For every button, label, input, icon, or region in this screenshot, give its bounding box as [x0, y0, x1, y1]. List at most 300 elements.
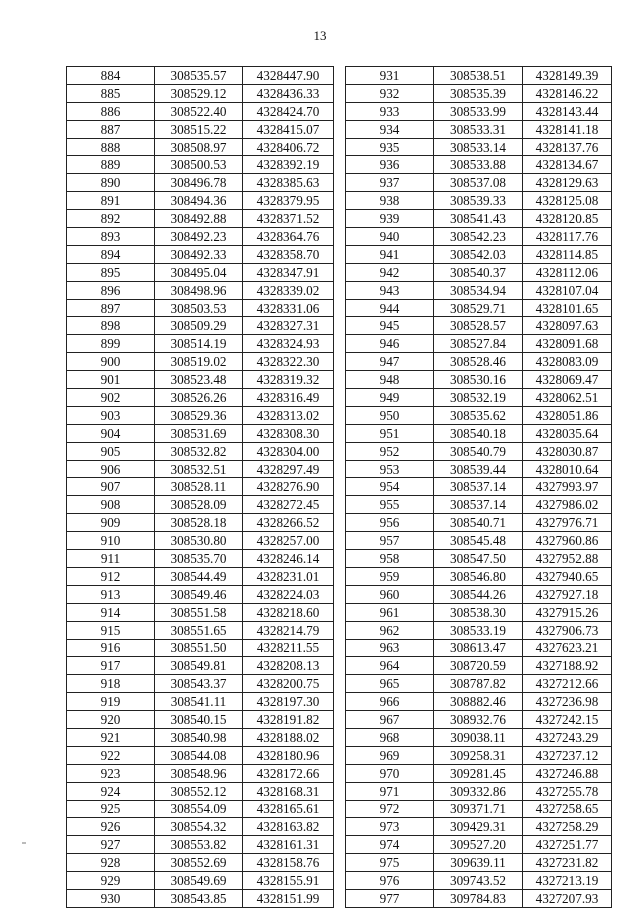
right-point-number-cell: 976 — [346, 872, 434, 890]
left-x-coordinate-cell: 308549.46 — [155, 585, 243, 603]
table-row — [67, 496, 612, 514]
left-x-coordinate-cell: 308515.22 — [155, 120, 243, 138]
column-gap — [334, 281, 346, 299]
left-y-coordinate-cell: 4328313.02 — [243, 406, 334, 424]
right-y-coordinate-cell: 4328112.06 — [523, 263, 612, 281]
right-point-number-cell: 967 — [346, 711, 434, 729]
right-y-coordinate-cell: 4327251.77 — [523, 836, 612, 854]
column-gap — [334, 854, 346, 872]
left-x-coordinate-cell: 308526.26 — [155, 389, 243, 407]
left-point-number-cell: 884 — [67, 67, 155, 85]
right-point-number-cell: 947 — [346, 353, 434, 371]
right-y-coordinate-cell: 4327258.65 — [523, 800, 612, 818]
left-x-coordinate-cell: 308553.82 — [155, 836, 243, 854]
left-point-number-cell: 901 — [67, 371, 155, 389]
table-row — [67, 872, 612, 890]
right-x-coordinate-cell: 308539.44 — [434, 460, 523, 478]
left-y-coordinate-cell: 4328358.70 — [243, 245, 334, 263]
left-y-coordinate-cell: 4328168.31 — [243, 782, 334, 800]
left-x-coordinate-cell: 308529.12 — [155, 84, 243, 102]
table-row — [67, 299, 612, 317]
table-row — [67, 836, 612, 854]
left-x-coordinate-cell: 308531.69 — [155, 424, 243, 442]
right-point-number-cell: 960 — [346, 585, 434, 603]
column-gap — [334, 174, 346, 192]
right-x-coordinate-cell: 308537.14 — [434, 496, 523, 514]
column-gap — [334, 210, 346, 228]
left-point-number-cell: 910 — [67, 532, 155, 550]
column-gap — [334, 120, 346, 138]
left-y-coordinate-cell: 4328158.76 — [243, 854, 334, 872]
column-gap — [334, 693, 346, 711]
left-x-coordinate-cell: 308540.98 — [155, 728, 243, 746]
left-y-coordinate-cell: 4328324.93 — [243, 335, 334, 353]
left-y-coordinate-cell: 4328172.66 — [243, 764, 334, 782]
right-y-coordinate-cell: 4327906.73 — [523, 621, 612, 639]
right-x-coordinate-cell: 308533.19 — [434, 621, 523, 639]
left-point-number-cell: 903 — [67, 406, 155, 424]
right-y-coordinate-cell: 4328083.09 — [523, 353, 612, 371]
left-point-number-cell: 888 — [67, 138, 155, 156]
left-point-number-cell: 930 — [67, 889, 155, 907]
left-y-coordinate-cell: 4328200.75 — [243, 675, 334, 693]
right-y-coordinate-cell: 4328030.87 — [523, 442, 612, 460]
right-y-coordinate-cell: 4327212.66 — [523, 675, 612, 693]
right-point-number-cell: 974 — [346, 836, 434, 854]
column-gap — [334, 496, 346, 514]
table-row — [67, 764, 612, 782]
right-x-coordinate-cell: 308538.51 — [434, 67, 523, 85]
left-y-coordinate-cell: 4328322.30 — [243, 353, 334, 371]
left-y-coordinate-cell: 4328406.72 — [243, 138, 334, 156]
left-x-coordinate-cell: 308543.85 — [155, 889, 243, 907]
right-point-number-cell: 956 — [346, 514, 434, 532]
column-gap — [334, 245, 346, 263]
table-row — [67, 335, 612, 353]
table-row — [67, 192, 612, 210]
left-y-coordinate-cell: 4328191.82 — [243, 711, 334, 729]
left-point-number-cell: 927 — [67, 836, 155, 854]
right-y-coordinate-cell: 4328051.86 — [523, 406, 612, 424]
right-point-number-cell: 966 — [346, 693, 434, 711]
right-x-coordinate-cell: 308535.39 — [434, 84, 523, 102]
right-point-number-cell: 936 — [346, 156, 434, 174]
left-x-coordinate-cell: 308529.36 — [155, 406, 243, 424]
right-x-coordinate-cell: 308540.18 — [434, 424, 523, 442]
right-x-coordinate-cell: 308538.30 — [434, 603, 523, 621]
table-row — [67, 138, 612, 156]
left-y-coordinate-cell: 4328272.45 — [243, 496, 334, 514]
right-x-coordinate-cell: 308537.14 — [434, 478, 523, 496]
left-point-number-cell: 906 — [67, 460, 155, 478]
left-x-coordinate-cell: 308535.57 — [155, 67, 243, 85]
right-x-coordinate-cell: 308527.84 — [434, 335, 523, 353]
left-point-number-cell: 923 — [67, 764, 155, 782]
table-row — [67, 657, 612, 675]
left-y-coordinate-cell: 4328161.31 — [243, 836, 334, 854]
right-point-number-cell: 957 — [346, 532, 434, 550]
left-y-coordinate-cell: 4328165.61 — [243, 800, 334, 818]
column-gap — [334, 228, 346, 246]
right-point-number-cell: 939 — [346, 210, 434, 228]
right-x-coordinate-cell: 309371.71 — [434, 800, 523, 818]
table-row — [67, 478, 612, 496]
left-y-coordinate-cell: 4328379.95 — [243, 192, 334, 210]
right-x-coordinate-cell: 308534.94 — [434, 281, 523, 299]
table-row — [67, 281, 612, 299]
column-gap — [334, 424, 346, 442]
table-row — [67, 353, 612, 371]
table-row — [67, 245, 612, 263]
right-y-coordinate-cell: 4327213.19 — [523, 872, 612, 890]
column-gap — [334, 872, 346, 890]
right-y-coordinate-cell: 4328125.08 — [523, 192, 612, 210]
left-point-number-cell: 909 — [67, 514, 155, 532]
left-x-coordinate-cell: 308523.48 — [155, 371, 243, 389]
column-gap — [334, 764, 346, 782]
column-gap — [334, 621, 346, 639]
left-point-number-cell: 890 — [67, 174, 155, 192]
left-point-number-cell: 918 — [67, 675, 155, 693]
table-row — [67, 567, 612, 585]
right-x-coordinate-cell: 308613.47 — [434, 639, 523, 657]
left-point-number-cell: 911 — [67, 550, 155, 568]
left-x-coordinate-cell: 308549.81 — [155, 657, 243, 675]
left-x-coordinate-cell: 308522.40 — [155, 102, 243, 120]
right-x-coordinate-cell: 308542.23 — [434, 228, 523, 246]
right-x-coordinate-cell: 308528.57 — [434, 317, 523, 335]
left-x-coordinate-cell: 308519.02 — [155, 353, 243, 371]
right-x-coordinate-cell: 308540.71 — [434, 514, 523, 532]
right-x-coordinate-cell: 308882.46 — [434, 693, 523, 711]
right-x-coordinate-cell: 308528.46 — [434, 353, 523, 371]
left-x-coordinate-cell: 308500.53 — [155, 156, 243, 174]
right-x-coordinate-cell: 308537.08 — [434, 174, 523, 192]
column-gap — [334, 192, 346, 210]
table-row — [67, 84, 612, 102]
left-x-coordinate-cell: 308528.18 — [155, 514, 243, 532]
right-y-coordinate-cell: 4327993.97 — [523, 478, 612, 496]
right-point-number-cell: 961 — [346, 603, 434, 621]
table-row — [67, 854, 612, 872]
right-x-coordinate-cell: 308547.50 — [434, 550, 523, 568]
left-y-coordinate-cell: 4328257.00 — [243, 532, 334, 550]
right-y-coordinate-cell: 4327623.21 — [523, 639, 612, 657]
scan-mark — [22, 842, 26, 844]
left-x-coordinate-cell: 308544.08 — [155, 746, 243, 764]
column-gap — [334, 299, 346, 317]
column-gap — [334, 836, 346, 854]
left-point-number-cell: 914 — [67, 603, 155, 621]
right-point-number-cell: 973 — [346, 818, 434, 836]
right-y-coordinate-cell: 4328141.18 — [523, 120, 612, 138]
left-y-coordinate-cell: 4328331.06 — [243, 299, 334, 317]
table-row — [67, 389, 612, 407]
right-y-coordinate-cell: 4327188.92 — [523, 657, 612, 675]
left-point-number-cell: 896 — [67, 281, 155, 299]
left-x-coordinate-cell: 308532.51 — [155, 460, 243, 478]
column-gap — [334, 67, 346, 85]
right-y-coordinate-cell: 4327242.15 — [523, 711, 612, 729]
left-point-number-cell: 895 — [67, 263, 155, 281]
right-point-number-cell: 959 — [346, 567, 434, 585]
right-point-number-cell: 953 — [346, 460, 434, 478]
left-x-coordinate-cell: 308495.04 — [155, 263, 243, 281]
right-point-number-cell: 971 — [346, 782, 434, 800]
right-x-coordinate-cell: 308542.03 — [434, 245, 523, 263]
column-gap — [334, 84, 346, 102]
left-point-number-cell: 892 — [67, 210, 155, 228]
table-row — [67, 263, 612, 281]
right-x-coordinate-cell: 308932.76 — [434, 711, 523, 729]
right-point-number-cell: 964 — [346, 657, 434, 675]
column-gap — [334, 818, 346, 836]
left-x-coordinate-cell: 308554.32 — [155, 818, 243, 836]
right-x-coordinate-cell: 308540.79 — [434, 442, 523, 460]
left-x-coordinate-cell: 308548.96 — [155, 764, 243, 782]
right-y-coordinate-cell: 4327255.78 — [523, 782, 612, 800]
left-y-coordinate-cell: 4328392.19 — [243, 156, 334, 174]
right-x-coordinate-cell: 308545.48 — [434, 532, 523, 550]
left-point-number-cell: 891 — [67, 192, 155, 210]
left-x-coordinate-cell: 308492.33 — [155, 245, 243, 263]
right-point-number-cell: 969 — [346, 746, 434, 764]
right-point-number-cell: 972 — [346, 800, 434, 818]
left-x-coordinate-cell: 308551.50 — [155, 639, 243, 657]
right-x-coordinate-cell: 308533.14 — [434, 138, 523, 156]
right-point-number-cell: 935 — [346, 138, 434, 156]
right-point-number-cell: 937 — [346, 174, 434, 192]
right-x-coordinate-cell: 308533.31 — [434, 120, 523, 138]
table-row — [67, 514, 612, 532]
right-point-number-cell: 955 — [346, 496, 434, 514]
table-row — [67, 800, 612, 818]
right-point-number-cell: 958 — [346, 550, 434, 568]
right-y-coordinate-cell: 4327986.02 — [523, 496, 612, 514]
column-gap — [334, 317, 346, 335]
right-y-coordinate-cell: 4328101.65 — [523, 299, 612, 317]
right-x-coordinate-cell: 308535.62 — [434, 406, 523, 424]
table-row — [67, 728, 612, 746]
right-y-coordinate-cell: 4328117.76 — [523, 228, 612, 246]
right-y-coordinate-cell: 4328091.68 — [523, 335, 612, 353]
right-point-number-cell: 963 — [346, 639, 434, 657]
column-gap — [334, 335, 346, 353]
table-row — [67, 120, 612, 138]
left-x-coordinate-cell: 308552.12 — [155, 782, 243, 800]
column-gap — [334, 657, 346, 675]
table-row — [67, 174, 612, 192]
left-point-number-cell: 902 — [67, 389, 155, 407]
table-row — [67, 889, 612, 907]
left-y-coordinate-cell: 4328297.49 — [243, 460, 334, 478]
page-number: 13 — [313, 28, 327, 43]
right-x-coordinate-cell: 308532.19 — [434, 389, 523, 407]
column-gap — [334, 567, 346, 585]
right-y-coordinate-cell: 4328069.47 — [523, 371, 612, 389]
column-gap — [334, 675, 346, 693]
left-x-coordinate-cell: 308540.15 — [155, 711, 243, 729]
right-point-number-cell: 951 — [346, 424, 434, 442]
left-y-coordinate-cell: 4328246.14 — [243, 550, 334, 568]
right-x-coordinate-cell: 309639.11 — [434, 854, 523, 872]
right-y-coordinate-cell: 4327960.86 — [523, 532, 612, 550]
column-gap — [334, 711, 346, 729]
column-gap — [334, 639, 346, 657]
left-point-number-cell: 929 — [67, 872, 155, 890]
column-gap — [334, 889, 346, 907]
column-gap — [334, 102, 346, 120]
left-y-coordinate-cell: 4328180.96 — [243, 746, 334, 764]
left-point-number-cell: 913 — [67, 585, 155, 603]
left-x-coordinate-cell: 308503.53 — [155, 299, 243, 317]
right-x-coordinate-cell: 308529.71 — [434, 299, 523, 317]
left-point-number-cell: 894 — [67, 245, 155, 263]
right-y-coordinate-cell: 4328097.63 — [523, 317, 612, 335]
table-row — [67, 603, 612, 621]
right-x-coordinate-cell: 308787.82 — [434, 675, 523, 693]
left-x-coordinate-cell: 308532.82 — [155, 442, 243, 460]
left-point-number-cell: 920 — [67, 711, 155, 729]
column-gap — [334, 514, 346, 532]
right-x-coordinate-cell: 308541.43 — [434, 210, 523, 228]
right-point-number-cell: 943 — [346, 281, 434, 299]
right-y-coordinate-cell: 4327258.29 — [523, 818, 612, 836]
left-point-number-cell: 904 — [67, 424, 155, 442]
left-y-coordinate-cell: 4328197.30 — [243, 693, 334, 711]
column-gap — [334, 800, 346, 818]
right-point-number-cell: 948 — [346, 371, 434, 389]
column-gap — [334, 746, 346, 764]
column-gap — [334, 603, 346, 621]
column-gap — [334, 138, 346, 156]
left-y-coordinate-cell: 4328308.30 — [243, 424, 334, 442]
column-gap — [334, 156, 346, 174]
right-x-coordinate-cell: 308540.37 — [434, 263, 523, 281]
left-y-coordinate-cell: 4328224.03 — [243, 585, 334, 603]
right-x-coordinate-cell: 309527.20 — [434, 836, 523, 854]
right-x-coordinate-cell: 309784.83 — [434, 889, 523, 907]
left-point-number-cell: 897 — [67, 299, 155, 317]
left-x-coordinate-cell: 308528.11 — [155, 478, 243, 496]
left-y-coordinate-cell: 4328208.13 — [243, 657, 334, 675]
left-point-number-cell: 907 — [67, 478, 155, 496]
right-x-coordinate-cell: 308533.88 — [434, 156, 523, 174]
left-x-coordinate-cell: 308492.88 — [155, 210, 243, 228]
column-gap — [334, 532, 346, 550]
table-row — [67, 317, 612, 335]
right-y-coordinate-cell: 4327236.98 — [523, 693, 612, 711]
left-x-coordinate-cell: 308496.78 — [155, 174, 243, 192]
right-y-coordinate-cell: 4327940.65 — [523, 567, 612, 585]
right-point-number-cell: 968 — [346, 728, 434, 746]
left-point-number-cell: 885 — [67, 84, 155, 102]
column-gap — [334, 442, 346, 460]
left-y-coordinate-cell: 4328211.55 — [243, 639, 334, 657]
right-point-number-cell: 940 — [346, 228, 434, 246]
table-row — [67, 371, 612, 389]
table-row — [67, 532, 612, 550]
right-point-number-cell: 934 — [346, 120, 434, 138]
left-y-coordinate-cell: 4328385.63 — [243, 174, 334, 192]
right-x-coordinate-cell: 309332.86 — [434, 782, 523, 800]
table-row — [67, 424, 612, 442]
right-y-coordinate-cell: 4327231.82 — [523, 854, 612, 872]
right-y-coordinate-cell: 4328129.63 — [523, 174, 612, 192]
right-y-coordinate-cell: 4328107.04 — [523, 281, 612, 299]
left-x-coordinate-cell: 308554.09 — [155, 800, 243, 818]
left-point-number-cell: 893 — [67, 228, 155, 246]
column-gap — [334, 550, 346, 568]
right-x-coordinate-cell: 309743.52 — [434, 872, 523, 890]
right-x-coordinate-cell: 308546.80 — [434, 567, 523, 585]
right-x-coordinate-cell: 309258.31 — [434, 746, 523, 764]
left-x-coordinate-cell: 308549.69 — [155, 872, 243, 890]
right-y-coordinate-cell: 4328149.39 — [523, 67, 612, 85]
right-y-coordinate-cell: 4328134.67 — [523, 156, 612, 174]
left-point-number-cell: 921 — [67, 728, 155, 746]
left-point-number-cell: 889 — [67, 156, 155, 174]
left-point-number-cell: 915 — [67, 621, 155, 639]
left-point-number-cell: 928 — [67, 854, 155, 872]
right-point-number-cell: 952 — [346, 442, 434, 460]
table-row — [67, 406, 612, 424]
right-y-coordinate-cell: 4327243.29 — [523, 728, 612, 746]
right-y-coordinate-cell: 4327927.18 — [523, 585, 612, 603]
right-x-coordinate-cell: 308533.99 — [434, 102, 523, 120]
column-gap — [334, 389, 346, 407]
table-row — [67, 693, 612, 711]
right-y-coordinate-cell: 4327915.26 — [523, 603, 612, 621]
left-point-number-cell: 922 — [67, 746, 155, 764]
left-x-coordinate-cell: 308551.65 — [155, 621, 243, 639]
left-y-coordinate-cell: 4328151.99 — [243, 889, 334, 907]
table-row — [67, 639, 612, 657]
table-row — [67, 210, 612, 228]
left-point-number-cell: 900 — [67, 353, 155, 371]
right-y-coordinate-cell: 4328120.85 — [523, 210, 612, 228]
right-point-number-cell: 931 — [346, 67, 434, 85]
left-point-number-cell: 924 — [67, 782, 155, 800]
left-y-coordinate-cell: 4328231.01 — [243, 567, 334, 585]
left-y-coordinate-cell: 4328155.91 — [243, 872, 334, 890]
left-y-coordinate-cell: 4328339.02 — [243, 281, 334, 299]
left-point-number-cell: 898 — [67, 317, 155, 335]
left-y-coordinate-cell: 4328316.49 — [243, 389, 334, 407]
left-y-coordinate-cell: 4328327.31 — [243, 317, 334, 335]
column-gap — [334, 371, 346, 389]
right-point-number-cell: 932 — [346, 84, 434, 102]
left-x-coordinate-cell: 308552.69 — [155, 854, 243, 872]
left-x-coordinate-cell: 308528.09 — [155, 496, 243, 514]
table-row — [67, 818, 612, 836]
table-row — [67, 711, 612, 729]
left-x-coordinate-cell: 308509.29 — [155, 317, 243, 335]
right-y-coordinate-cell: 4327207.93 — [523, 889, 612, 907]
right-y-coordinate-cell: 4328010.64 — [523, 460, 612, 478]
left-x-coordinate-cell: 308544.49 — [155, 567, 243, 585]
left-point-number-cell: 886 — [67, 102, 155, 120]
left-y-coordinate-cell: 4328364.76 — [243, 228, 334, 246]
table-row — [67, 585, 612, 603]
right-point-number-cell: 954 — [346, 478, 434, 496]
left-y-coordinate-cell: 4328276.90 — [243, 478, 334, 496]
left-y-coordinate-cell: 4328415.07 — [243, 120, 334, 138]
column-gap — [334, 585, 346, 603]
left-x-coordinate-cell: 308535.70 — [155, 550, 243, 568]
right-point-number-cell: 975 — [346, 854, 434, 872]
right-point-number-cell: 942 — [346, 263, 434, 281]
